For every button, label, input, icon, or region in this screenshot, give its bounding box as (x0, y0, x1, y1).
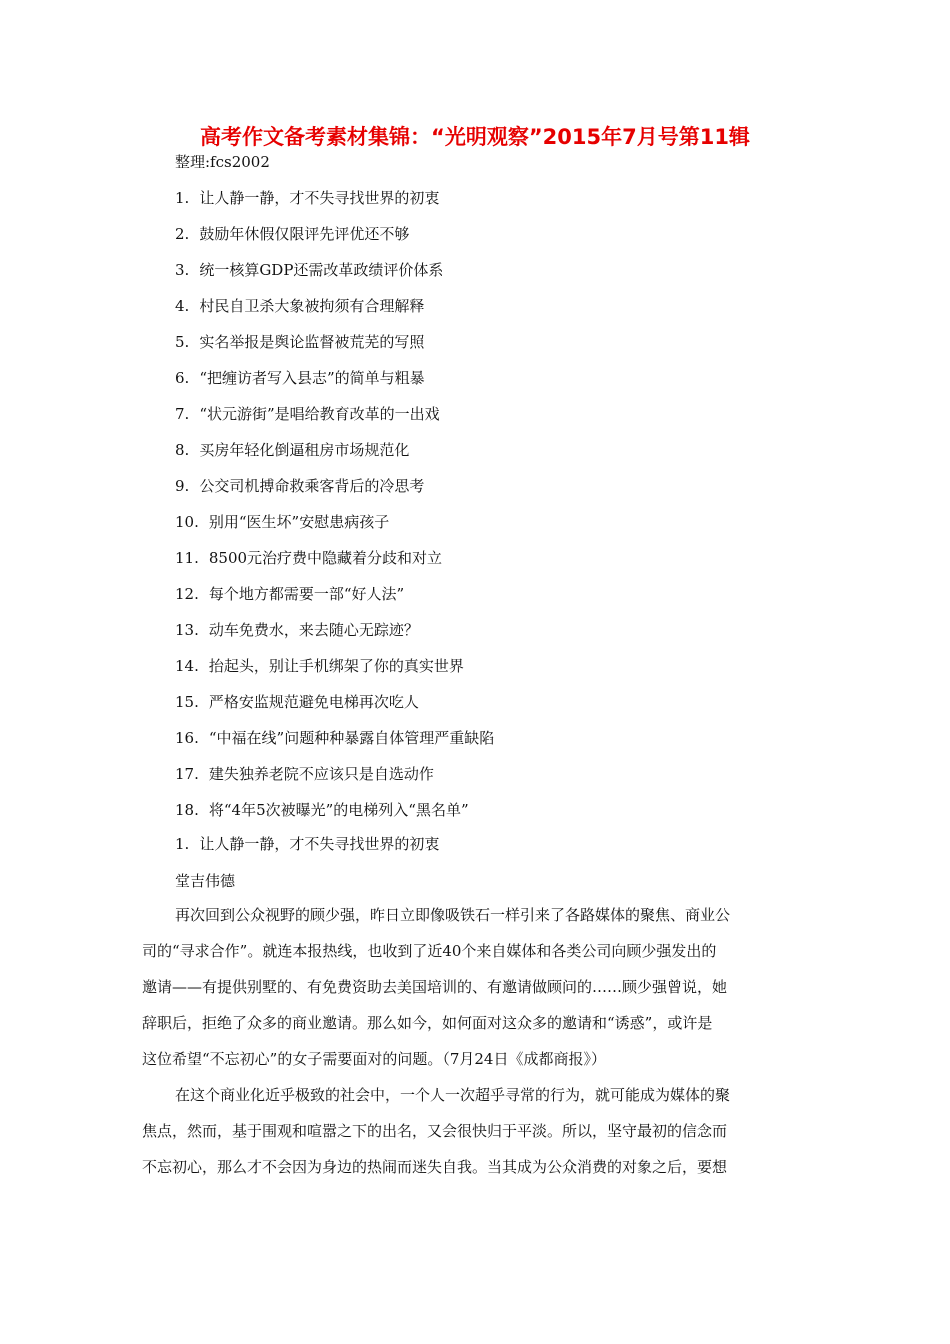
toc-item-title: 抬起头，别让手机绑架了你的真实世界 (208, 657, 464, 675)
toc-item-title: 统一核算GDP还需改革政绩评价体系 (199, 261, 444, 279)
toc-item-number: 14. (175, 657, 199, 675)
table-of-contents (175, 186, 494, 834)
section-author: 堂吉伟德 (175, 872, 236, 890)
toc-item-title: 将“4年5次被曝光”的电梯列入“黑名单” (208, 801, 469, 819)
toc-item-number: 6. (175, 369, 190, 387)
toc-item (175, 510, 494, 546)
toc-item-number: 13. (175, 621, 199, 639)
toc-item-number: 5. (175, 333, 190, 351)
toc-item (175, 798, 494, 834)
toc-item-number: 12. (175, 585, 199, 603)
section-heading (175, 832, 439, 856)
paragraph-line: 司的“寻求合作”。就连本报热线，也收到了近40个来自媒体和各类公司向顾少强发出的 (142, 942, 717, 960)
paragraph-line: 辞职后，拒绝了众多的商业邀请。那么如今，如何面对这众多的邀请和“诱惑”，或许是 (142, 1014, 713, 1032)
toc-item-title: 每个地方都需要一部“好人法” (208, 585, 405, 603)
toc-item-number: 10. (175, 513, 199, 531)
toc-item-title: “中福在线”问题种种暴露自体管理严重缺陷 (208, 729, 495, 747)
compiler-credit: 整理:fcs2002 (175, 153, 270, 171)
toc-item (175, 186, 494, 222)
toc-item (175, 294, 494, 330)
toc-item-number: 17. (175, 765, 199, 783)
toc-item-title: 别用“医生坏”安慰患病孩子 (208, 513, 390, 531)
toc-item-title: 动车免费水，来去随心无踪迹？ (208, 621, 419, 639)
toc-item-number: 11. (175, 549, 199, 567)
toc-item (175, 402, 494, 438)
toc-item (175, 762, 494, 798)
toc-item (175, 258, 494, 294)
article-body (142, 903, 810, 1191)
toc-item (175, 582, 494, 618)
toc-item-title: “把缠访者写入县志”的简单与粗暴 (199, 369, 425, 387)
toc-item-number: 1. (175, 189, 190, 207)
toc-item-number: 4. (175, 297, 190, 315)
toc-item-number: 3. (175, 261, 190, 279)
toc-item (175, 726, 494, 762)
paragraph-line: 再次回到公众视野的顾少强，昨日立即像吸铁石一样引来了各路媒体的聚焦、商业公 (175, 906, 731, 924)
toc-item-number: 2. (175, 225, 190, 243)
toc-item-title: 8500元治疗费中隐藏着分歧和对立 (208, 549, 443, 567)
toc-item (175, 474, 494, 510)
section-heading-text: 让人静一静，才不失寻找世界的初衷 (199, 835, 440, 853)
paragraph-line: 这位希望“不忘初心”的女子需要面对的问题。（7月24日《成都商报》） (142, 1050, 606, 1068)
toc-item-title: 公交司机搏命救乘客背后的冷思考 (199, 477, 425, 495)
toc-item-title: 买房年轻化倒逼租房市场规范化 (199, 441, 410, 459)
toc-item (175, 330, 494, 366)
toc-item (175, 222, 494, 258)
toc-item (175, 366, 494, 402)
section-number: 1. (175, 835, 190, 853)
toc-item (175, 690, 494, 726)
toc-item-title: 实名举报是舆论监督被荒芜的写照 (199, 333, 425, 351)
toc-item-title: “状元游街”是唱给教育改革的一出戏 (199, 405, 440, 423)
toc-item (175, 618, 494, 654)
toc-item-title: 建失独养老院不应该只是自选动作 (208, 765, 434, 783)
toc-item-number: 18. (175, 801, 199, 819)
toc-item (175, 546, 494, 582)
paragraph-line: 在这个商业化近乎极致的社会中，一个人一次超乎寻常的行为，就可能成为媒体的聚 (175, 1086, 731, 1104)
toc-item (175, 654, 494, 690)
toc-item-number: 16. (175, 729, 199, 747)
toc-item-number: 8. (175, 441, 190, 459)
toc-item-number: 7. (175, 405, 190, 423)
toc-item-number: 9. (175, 477, 190, 495)
toc-item-title: 村民自卫杀大象被拘须有合理解释 (199, 297, 425, 315)
toc-item-title: 严格安监规范避免电梯再次吃人 (208, 693, 419, 711)
toc-item-title: 鼓励年休假仅限评先评优还不够 (199, 225, 410, 243)
toc-item (175, 438, 494, 474)
toc-item-number: 15. (175, 693, 199, 711)
paragraph-line: 焦点，然而，基于围观和喧嚣之下的出名，又会很快归于平淡。所以，坚守最初的信念而 (142, 1122, 728, 1140)
toc-item-title: 让人静一静，才不失寻找世界的初衷 (199, 189, 440, 207)
document-title: 高考作文备考素材集锦：“光明观察”2015年7月号第11辑 (200, 125, 750, 149)
paragraph-line: 不忘初心，那么才不会因为身边的热闹而迷失自我。当其成为公众消费的对象之后，要想 (142, 1158, 728, 1176)
paragraph-line: 邀请——有提供别墅的、有免费资助去美国培训的、有邀请做顾问的……顾少强曾说，她 (142, 978, 728, 996)
